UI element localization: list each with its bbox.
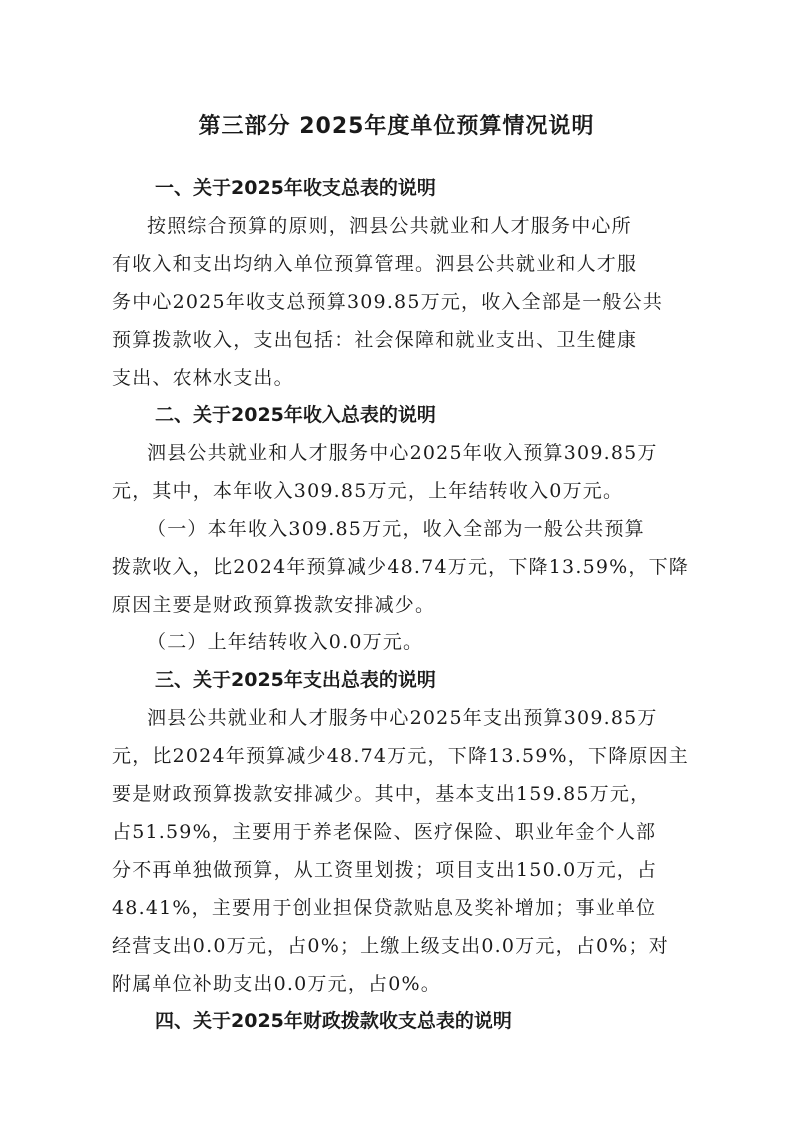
paragraph-line: 附属单位补助支出0.0万元，占0%。 xyxy=(112,973,441,995)
paragraph-line: 预算拨款收入，支出包括：社会保障和就业支出、卫生健康 xyxy=(112,329,638,351)
paragraph-line: 泗县公共就业和人才服务中心2025年收入预算309.85万 xyxy=(147,442,658,464)
paragraph-line: 48.41%，主要用于创业担保贷款贴息及奖补增加；事业单位 xyxy=(112,897,657,919)
paragraph-line: 元，比2024年预算减少48.74万元，下降13.59%，下降原因主 xyxy=(112,745,689,767)
page-title: 第三部分 2025年度单位预算情况说明 xyxy=(198,114,595,139)
paragraph-line: 分不再单独做预算，从工资里划拨；项目支出150.0万元，占 xyxy=(112,859,658,881)
paragraph-line: 要是财政预算拨款安排减少。其中，基本支出159.85万元， xyxy=(112,783,651,805)
paragraph-line: 按照综合预算的原则，泗县公共就业和人才服务中心所 xyxy=(147,215,632,237)
paragraph-line: 拨款收入，比2024年预算减少48.74万元，下降13.59%，下降 xyxy=(112,556,689,578)
paragraph-line: 支出、农林水支出。 xyxy=(112,367,294,389)
section-heading-4: 四、关于2025年财政拨款收支总表的说明 xyxy=(155,1010,512,1032)
section-heading-2: 二、关于2025年收入总表的说明 xyxy=(155,404,436,426)
section-heading-3: 三、关于2025年支出总表的说明 xyxy=(155,669,436,691)
paragraph-line: （一）本年收入309.85万元，收入全部为一般公共预算 xyxy=(147,518,645,540)
paragraph-line: （二）上年结转收入0.0万元。 xyxy=(147,631,424,653)
paragraph-line: 务中心2025年收支总预算309.85万元，收入全部是一般公共 xyxy=(112,291,664,313)
paragraph-line: 泗县公共就业和人才服务中心2025年支出预算309.85万 xyxy=(147,707,658,729)
paragraph-line: 占51.59%，主要用于养老保险、医疗保险、职业年金个人部 xyxy=(112,821,657,843)
paragraph-line: 经营支出0.0万元，占0%；上缴上级支出0.0万元，占0%；对 xyxy=(112,935,669,957)
paragraph-line: 元，其中，本年收入309.85万元，上年结转收入0万元。 xyxy=(112,480,624,502)
section-heading-1: 一、关于2025年收支总表的说明 xyxy=(155,177,436,199)
paragraph-line: 有收入和支出均纳入单位预算管理。泗县公共就业和人才服 xyxy=(112,253,638,275)
paragraph-line: 原因主要是财政预算拨款安排减少。 xyxy=(112,594,436,616)
